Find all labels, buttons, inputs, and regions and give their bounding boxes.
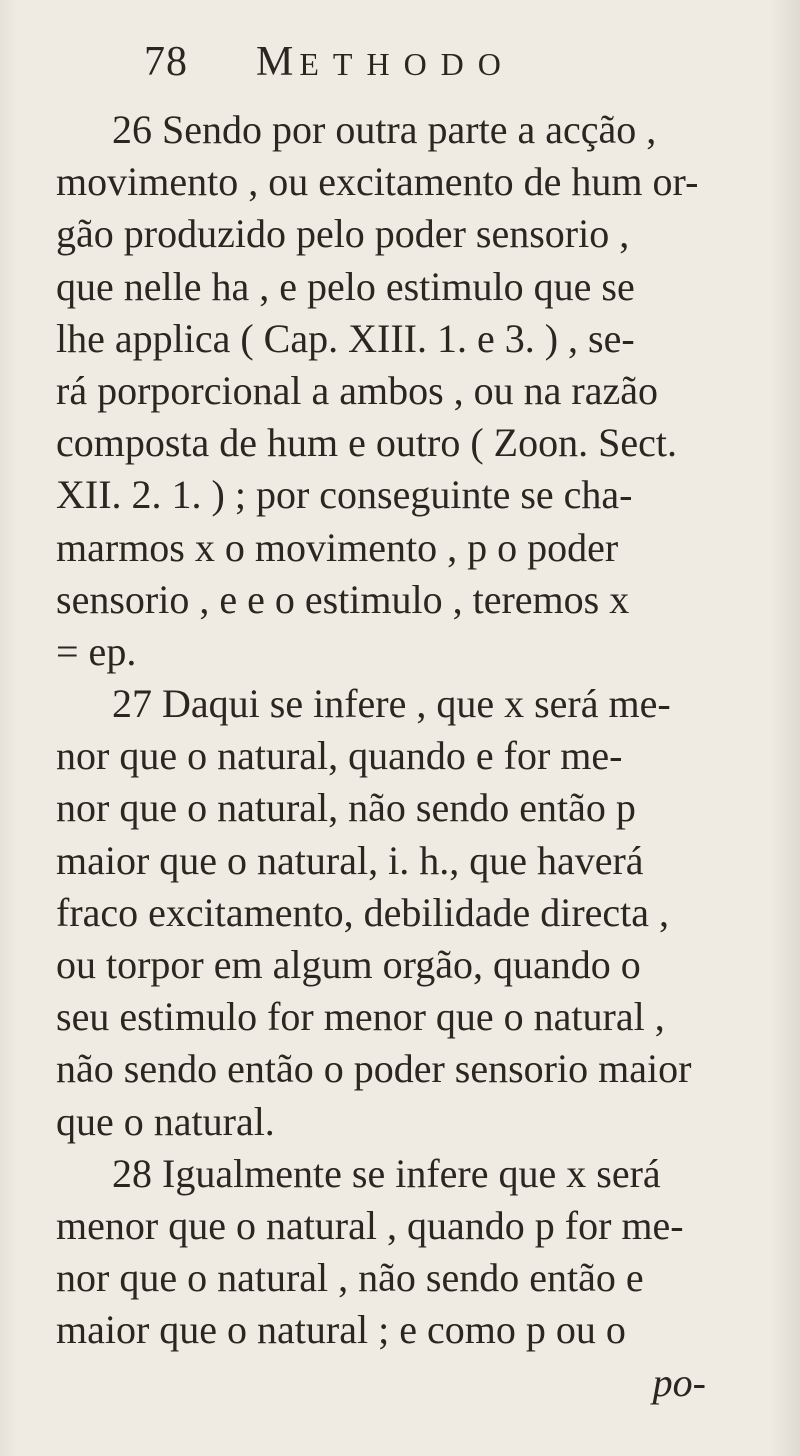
text-line: não sendo então o poder sensorio maior — [56, 1046, 692, 1092]
text-line: composta de hum e outro ( Zoon. Sect. — [56, 420, 677, 466]
text-line: nor que o natural, não sendo então p — [56, 785, 636, 831]
text-line: lhe applica ( Cap. XIII. 1. e 3. ) , se- — [56, 315, 635, 361]
text-line: nor que o natural, quando e for me- — [56, 733, 623, 779]
running-head-rest: ETHODO — [299, 46, 515, 82]
text-line: marmos x o movimento , p o poder — [56, 524, 619, 570]
text-line: nor que o natural , não sendo então e — [56, 1255, 644, 1301]
page-body — [56, 104, 768, 1409]
running-head-initial: M — [256, 39, 300, 85]
text-line: menor que o natural , quando p for me- — [56, 1202, 684, 1248]
text-line: sensorio , e e o estimulo , teremos x — [56, 576, 630, 622]
text-line: 26 Sendo por outra parte a acção , — [112, 107, 657, 152]
text-line: movimento , ou excitamento de hum or- — [56, 159, 699, 205]
text-line: fraco excitamento, debilidade directa , — [56, 889, 670, 935]
text-line: seu estimulo for menor que o natural , — [56, 994, 665, 1040]
text-line: que o natural. — [56, 1098, 275, 1144]
text-line: que nelle ha , e pelo estimulo que se — [56, 263, 635, 309]
text-line: ou torpor em algum orgão, quando o — [56, 942, 641, 987]
text-line: maior que o natural, i. h., que haverá — [56, 837, 644, 883]
text-line: XII. 2. 1. ) ; por conseguinte se cha- — [56, 472, 633, 518]
text-line: 28 Igualmente se infere que x será — [112, 1150, 661, 1196]
text-line: 27 Daqui se infere , que x será me- — [112, 681, 671, 727]
catchword: po- — [652, 1359, 706, 1405]
text-line: gão produzido pelo poder sensorio , — [56, 211, 630, 257]
text-line: = ep. — [56, 628, 137, 674]
running-head — [256, 38, 515, 86]
page-number: 78 — [144, 39, 188, 85]
text-line: maior que o natural ; e como p ou o — [56, 1307, 626, 1353]
text-line: rá porporcional a ambos , ou na razão — [56, 367, 658, 413]
page-header — [144, 38, 515, 98]
